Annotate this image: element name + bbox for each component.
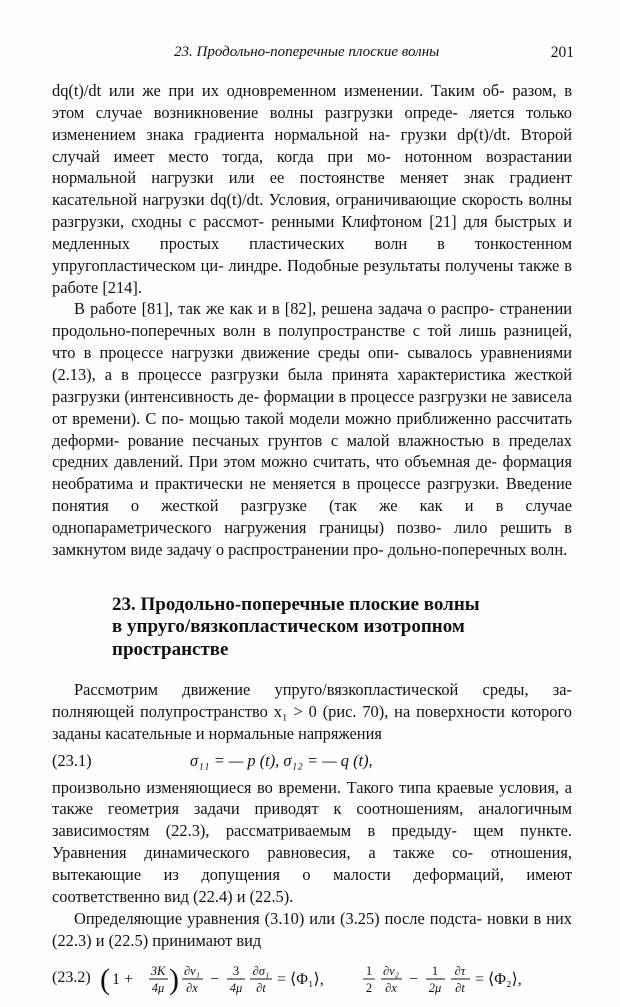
- running-header: [52, 44, 574, 68]
- eq-text: = ⟨Φ₁⟩,: [277, 971, 324, 989]
- text-line: меняет знак градиент касательной нагрузки dq(t)/dt. Условия,: [52, 168, 572, 210]
- equation-23-1: [52, 745, 572, 777]
- frac-num: ∂τ: [454, 964, 466, 979]
- frac-num: ∂v₁: [183, 964, 201, 979]
- main-text: [52, 80, 572, 1007]
- paragraph-2: [52, 298, 572, 560]
- text-line: грузки dp(t)/dt. Второй случай имеет место тогда, когда при мо-: [52, 124, 572, 166]
- text-line: dq(t)/dt или же при их одновременном изменении. Таким об-: [52, 81, 505, 100]
- frac-den: ∂x: [186, 981, 198, 996]
- frac-den: 4μ: [151, 981, 165, 996]
- text-line: средних давлений. При этом можно считать, что объемная де-: [52, 452, 498, 472]
- text-line: мощью такой модели можно приближенно рассчитать деформи-: [52, 408, 572, 450]
- equation-number: (23.1): [52, 750, 92, 770]
- frac-num: ∂σ₁: [252, 964, 270, 979]
- text-line: пластических волн в тонкостенном упругопластическом ци-: [52, 233, 572, 275]
- paragraph-3: [52, 679, 572, 745]
- equation-svg: [100, 955, 570, 1007]
- section-heading: [112, 594, 552, 662]
- text-line: Определяющие уравнения (3.10) или (3.25) после подста-: [74, 908, 482, 928]
- text-line: щем пункте. Уравнения динамического равновесия, а также со-: [52, 821, 572, 863]
- text-line: и в случае однопараметрического нагружения границы) позво-: [52, 496, 572, 537]
- text-line: ренными Клифтоном [21] для быстрых и медленных простых: [52, 212, 573, 253]
- left-paren: (: [100, 963, 110, 997]
- frac-num: ∂v₂: [382, 964, 400, 979]
- heading-line: пространстве: [112, 638, 229, 660]
- frac-den: ∂t: [455, 981, 465, 996]
- text-line: ляется только изменением знака градиента нормальной на-: [52, 102, 572, 144]
- paragraph-1: [52, 80, 572, 298]
- equation-body: [100, 955, 570, 1007]
- page-number: 201: [550, 44, 574, 61]
- text-line: формации в процессе разгрузки не зависела от времени). С по-: [52, 386, 573, 428]
- text-line: странении продольно-поперечных волн в полупространстве с той: [52, 299, 572, 341]
- text-line: аналогичным зависимостям (22.3), рассматриваемым в предыду-: [52, 799, 572, 841]
- eq-text: 1 +: [112, 971, 134, 989]
- text-line: Рассмотрим движение упруго/вязкопластической среды, за-: [74, 680, 572, 700]
- text-line: условия, а также геометрия задачи приводят к соотношениям,: [52, 777, 572, 819]
- paragraph-5: [52, 908, 572, 952]
- text-line: нотонном возрастании нормальной нагрузки или ее постоянстве: [52, 146, 572, 188]
- running-title: 23. Продольно-поперечные плоские волны: [174, 44, 440, 60]
- frac-num: 3: [232, 964, 240, 979]
- text-line: лишь разницей, что в процессе нагрузки движение среды опи-: [52, 321, 572, 363]
- frac-den: ∂t: [256, 981, 266, 996]
- equation-number: (23.2): [52, 969, 91, 987]
- eq-text: = ⟨Φ₂⟩,: [475, 971, 522, 989]
- text-line: рование песчаных грунтов с малой влажностью в пределах: [127, 430, 572, 450]
- frac-den: 4μ: [229, 981, 243, 996]
- frac-den: ∂x: [385, 981, 397, 996]
- text-line: имеют соответственно вид (22.4) и (22.5).: [52, 864, 572, 906]
- text-line: отношения, вытекающие из допущения о малости деформаций,: [52, 843, 572, 884]
- text-line: разом, в этом случае возникновение волны разгрузки опреде-: [52, 81, 572, 122]
- text-line: лило решить в замкнутом виде задачу о распространении про-: [52, 517, 572, 559]
- frac-num: 3K: [150, 964, 166, 979]
- text-line: линдре. Подобные результаты получены также в работе [214].: [52, 255, 572, 297]
- frac-num: 1: [431, 964, 439, 979]
- text-line: сывалось уравнениями (2.13), а в процессе разгрузки была: [52, 343, 572, 384]
- text-line: ограничивающие скорость волны разгрузки, сходны с рассмот-: [52, 190, 572, 232]
- paragraph-4: [52, 777, 572, 908]
- frac-den: 2: [365, 981, 373, 996]
- frac-den: 2μ: [428, 981, 442, 996]
- text-line: произвольно изменяющиеся во времени. Такого типа краевые: [52, 777, 494, 797]
- frac-num: 1: [365, 964, 373, 979]
- text-line: дольно-поперечных волн.: [387, 539, 568, 559]
- heading-line: 23. Продольно-поперечные плоские волны: [112, 593, 480, 615]
- equation-body: σ₁₁ = — p (t), σ₁₂ = — q (t),: [190, 750, 373, 770]
- text-line: В работе [81], так же как и в [82], решена задача о распро-: [74, 299, 495, 319]
- text-line: полняющей полупространство x₁ > 0 (рис. 70), на поверхности: [52, 701, 505, 721]
- equation-23-2: [52, 955, 572, 1007]
- text-line: принята характеристика жесткой разгрузки (интенсивность де-: [52, 364, 572, 406]
- heading-line: в упруго/вязкопластическом изотропном: [112, 616, 465, 638]
- text-line: формация необратима и практически не меняется в процессе: [52, 452, 572, 494]
- eq-text: −: [409, 971, 419, 989]
- text-line: которого заданы касательные и нормальные напряжения: [52, 701, 572, 743]
- right-paren: ): [169, 963, 179, 997]
- text-line: разгрузки. Введение понятия о жесткой разгрузке (так же как: [52, 474, 572, 516]
- text-line: новки в них (22.3) и (22.5) принимают вид: [52, 908, 572, 950]
- eq-text: −: [210, 971, 220, 989]
